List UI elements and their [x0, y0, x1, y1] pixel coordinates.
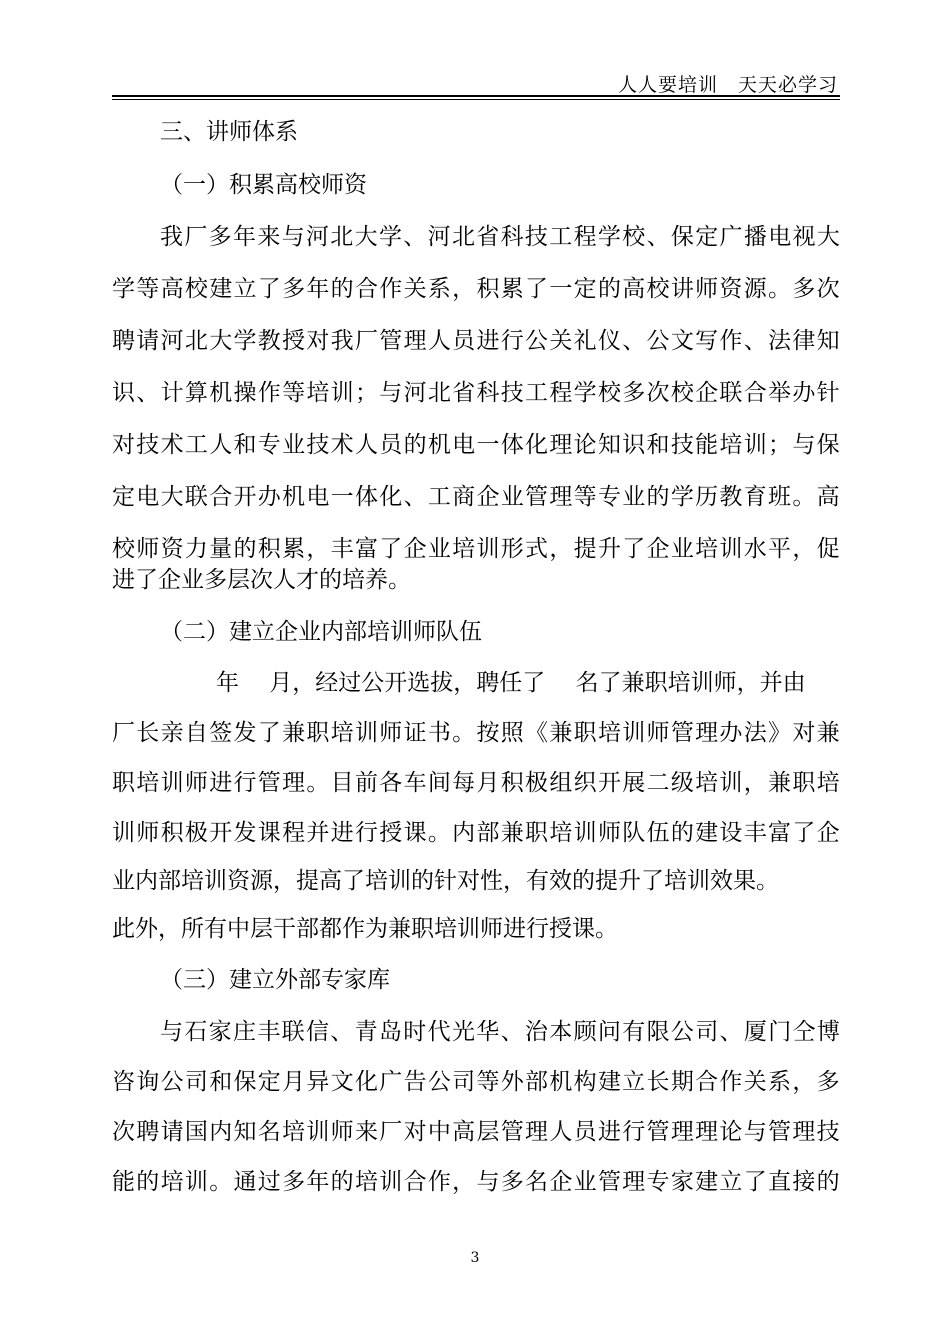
paragraph-line: 职 培 训 师 进 行 管 理 。 目 前 各 车 间 每 月 积 极 组 织 开 展 二 级 培 训 ， 兼 职 培: [112, 770, 840, 796]
paragraph-line: 对 技 术 工 人 和 专 业 技 术 人 员 的 机 电 一 体 化 理 论 知 识 和 技 能 培 训 ； 与 保: [112, 432, 840, 458]
paragraph-line: 聘 请 河 北 大 学 教 授 对 我 厂 管 理 人 员 进 行 公 关 礼 仪 、 公 文 写 作 、 法 律 知: [112, 328, 840, 354]
paragraph-line: 年 月，经过公开选拔，聘任了 名了兼职培训师，并由: [216, 670, 806, 696]
page-number: 3: [470, 1250, 480, 1266]
paragraph-line: 我 厂 多 年 来 与 河 北 大 学 、 河 北 省 科 技 工 程 学 校 、 保 定 广 播 电 视 大: [160, 224, 840, 250]
paragraph-line: 校 师 资 力 量 的 积 累 ， 丰 富 了 企 业 培 训 形 式 ， 提 升 了 企 业 培 训 水 平 ， 促: [112, 536, 840, 562]
paragraph-line: 次 聘 请 国 内 知 名 培 训 师 来 厂 对 中 高 层 管 理 人 员 进 行 管 理 理 论 与 管 理 技: [112, 1119, 840, 1145]
paragraph-line: 此外，所有中层干部都作为兼职培训师进行授课。: [112, 916, 618, 942]
section-title: 三、讲师体系: [160, 119, 298, 145]
paragraph-line: 识 、 计 算 机 操 作 等 培 训 ； 与 河 北 省 科 技 工 程 学 校 多 次 校 企 联 合 举 办 针: [112, 380, 840, 406]
paragraph-line: 进了企业多层次人才的培养。: [112, 567, 411, 593]
paragraph-line: 厂 长 亲 自 签 发 了 兼 职 培 训 师 证 书 。 按 照 《 兼 职 培 训 师 管 理 办 法 》 对 兼: [112, 720, 840, 746]
paragraph-line: 咨 询 公 司 和 保 定 月 异 文 化 广 告 公 司 等 外 部 机 构 建 立 长 期 合 作 关 系 ， 多: [112, 1069, 840, 1095]
paragraph-line: 业内部培训资源，提高了培训的针对性，有效的提升了培训效果。: [112, 868, 779, 894]
paragraph-line: 能 的 培 训 。 通 过 多 年 的 培 训 合 作 ， 与 多 名 企 业 管 理 专 家 建 立 了 直 接 的: [112, 1169, 840, 1195]
paragraph-line: 与 石 家 庄 丰 联 信 、 青 岛 时 代 光 华 、 治 本 顾 问 有 限 公 司 、 厦 门 仝 博: [160, 1019, 840, 1045]
paragraph-line: 学 等 高 校 建 立 了 多 年 的 合 作 关 系 ， 积 累 了 一 定 的 高 校 讲 师 资 源 。 多 次: [112, 276, 840, 302]
paragraph-line: 训 师 积 极 开 发 课 程 并 进 行 授 课 。 内 部 兼 职 培 训 师 队 伍 的 建 设 丰 富 了 企: [112, 820, 840, 846]
subsection-heading-3: （三）建立外部专家库: [160, 967, 390, 993]
subsection-heading-1: （一）积累高校师资: [160, 172, 367, 198]
header-slogan: 人人要培训 天天必学习: [617, 74, 838, 96]
header-rule: [112, 95, 840, 100]
paragraph-line: 定 电 大 联 合 开 办 机 电 一 体 化 、 工 商 企 业 管 理 等 专 业 的 学 历 教 育 班 。 高: [112, 484, 840, 510]
subsection-heading-2: （二）建立企业内部培训师队伍: [160, 619, 482, 645]
